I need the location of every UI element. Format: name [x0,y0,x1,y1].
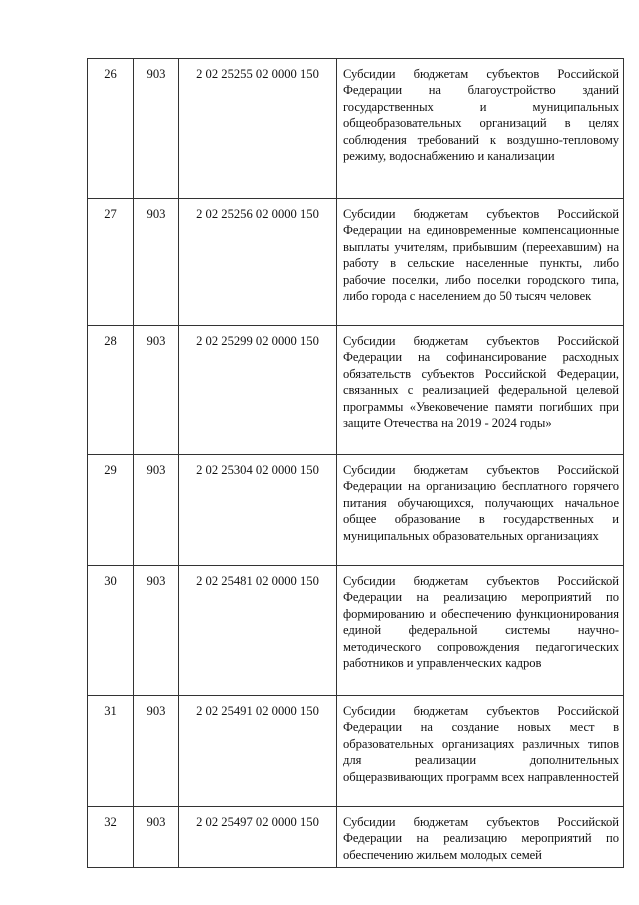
budget-codes-table [87,58,624,868]
row-number: 31 [88,696,134,807]
table-row [88,326,624,455]
row-number: 28 [88,326,134,455]
row-number: 30 [88,566,134,696]
table-row [88,455,624,566]
row-number: 32 [88,807,134,868]
table-row [88,807,624,868]
budget-classification-code: 2 02 25481 02 0000 150 [179,566,337,696]
revenue-description: Субсидии бюджетам субъектов Российской Федерации на реализацию мероприятий по обеспечению жильем молодых семей [337,807,624,868]
row-number: 26 [88,59,134,199]
revenue-description: Субсидии бюджетам субъектов Российской Федерации на единовременные компенсационные выплаты учителям, прибывшим (переехавшим) на работу в сельские населенные пункты, либо рабочие поселки, либо поселки городского типа, либо города с населением до 50 тысяч человек [337,199,624,326]
revenue-description: Субсидии бюджетам субъектов Российской Федерации на создание новых мест в образовательных организациях различных типов для реализации дополнительных общеразвивающих программ всех направленностей [337,696,624,807]
revenue-description: Субсидии бюджетам субъектов Российской Федерации на благоустройство зданий государственных и муниципальных общеобразовательных организаций в целях соблюдения требований к воздушно-тепловому режиму, водоснабжению и канализации [337,59,624,199]
row-number: 29 [88,455,134,566]
admin-code: 903 [134,566,179,696]
table-row [88,199,624,326]
budget-classification-code: 2 02 25299 02 0000 150 [179,326,337,455]
admin-code: 903 [134,326,179,455]
table-row [88,566,624,696]
revenue-description: Субсидии бюджетам субъектов Российской Федерации на организацию бесплатного горячего питания обучающихся, получающих начальное общее образование в государственных и муниципальных образовательных организациях [337,455,624,566]
admin-code: 903 [134,807,179,868]
budget-classification-code: 2 02 25491 02 0000 150 [179,696,337,807]
admin-code: 903 [134,455,179,566]
row-number: 27 [88,199,134,326]
revenue-description: Субсидии бюджетам субъектов Российской Федерации на реализацию мероприятий по формированию и обеспечению функционирования единой федеральной системы научно-методического сопровождения педагогических работников и управленческих кадров [337,566,624,696]
revenue-description: Субсидии бюджетам субъектов Российской Федерации на софинансирование расходных обязательств субъектов Российской Федерации, связанных с реализацией федеральной целевой программы «Увековечение памяти погибших при защите Отечества на 2019 - 2024 годы» [337,326,624,455]
budget-classification-code: 2 02 25304 02 0000 150 [179,455,337,566]
table-row [88,59,624,199]
admin-code: 903 [134,199,179,326]
table-row [88,696,624,807]
admin-code: 903 [134,696,179,807]
budget-classification-code: 2 02 25497 02 0000 150 [179,807,337,868]
budget-classification-code: 2 02 25256 02 0000 150 [179,199,337,326]
admin-code: 903 [134,59,179,199]
budget-classification-code: 2 02 25255 02 0000 150 [179,59,337,199]
